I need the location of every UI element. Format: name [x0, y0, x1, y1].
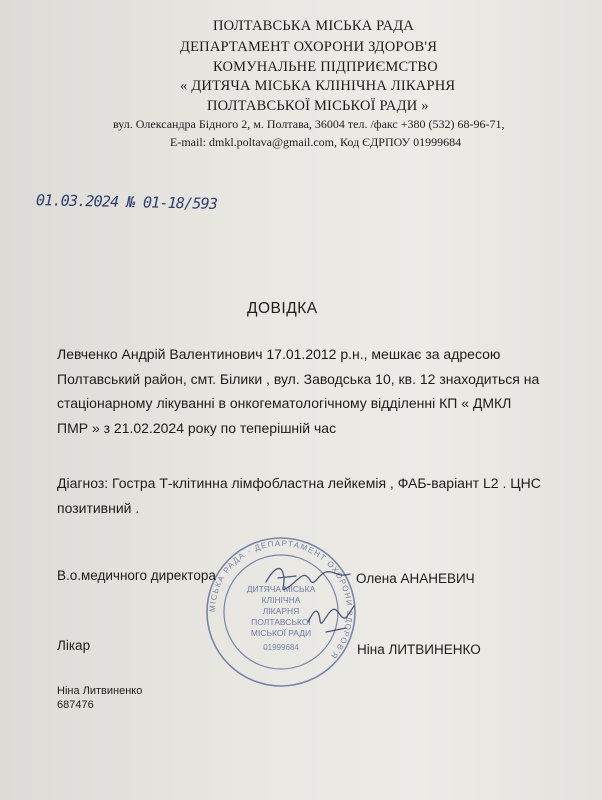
footer-executor: Ніна Литвиненко	[57, 685, 143, 697]
handwritten-signature	[260, 548, 360, 648]
paragraph-line: Діагноз: Гостра Т-клітинна лімфобластна лейкемія , ФАБ-варіант L2 . ЦНС	[57, 475, 541, 491]
paragraph-diagnosis	[57, 471, 547, 520]
header-department: ДЕПАРТАМЕНТ ОХОРОНИ ЗДОРОВ'Я	[180, 39, 438, 55]
paragraph-line: ПМР » з 21.02.2024 року по теперішній час	[57, 419, 337, 436]
document-title: ДОВІДКА	[247, 300, 318, 317]
stamp-line: ДИТЯЧА МІСЬКА	[246, 584, 316, 594]
stamp-code: 01999684	[263, 643, 299, 652]
stamp-line: МІСЬКОЇ РАДИ	[250, 628, 312, 638]
doctor-name: Ніна ЛИТВИНЕНКО	[357, 642, 481, 657]
paragraph-line: стаціонарному лікуванні в онкогематологічному відділенні КП « ДМКЛ	[57, 395, 512, 411]
header-city-council: ПОЛТАВСЬКА МІСЬКА РАДА	[213, 18, 415, 34]
paragraph-patient-info	[57, 342, 547, 440]
doctor-role: Лікар	[57, 638, 91, 653]
header-enterprise: КОМУНАЛЬНЕ ПІДПРИЄМСТВО	[213, 59, 438, 75]
paragraph-line: Левченко Андрій Валентинович 17.01.2012 р.н., мешкає за адресою	[57, 346, 501, 362]
director-name: Олена АНАНЕВИЧ	[356, 571, 475, 586]
stamp-ring-text: МІСЬКА РАДА · ДЕПАРТАМЕНТ ОХОРОНИ ЗДОРОВ'Я	[207, 538, 355, 661]
registration-number: 01.03.2024 № 01-18/593	[35, 191, 218, 213]
header-address: вул. Олександра Бідного 2, м. Полтава, 36004 тел. /факс +380 (532) 68-96-71,	[113, 117, 505, 131]
footer-phone: 687476	[57, 699, 94, 711]
paragraph-line: позитивний .	[57, 499, 140, 516]
header-hospital-name-cont: ПОЛТАВСЬКОЇ МІСЬКОЇ РАДИ »	[207, 98, 429, 114]
stamp-line: ПОЛТАВСЬКОЇ	[251, 617, 311, 627]
header-hospital-name: « ДИТЯЧА МІСЬКА КЛІНІЧНА ЛІКАРНЯ	[180, 78, 456, 94]
stamp-line: КЛІНІЧНА	[261, 595, 301, 605]
header-contacts: E-mail: dmkl.poltava@gmail.com, Код ЄДРПОУ 01999684	[170, 135, 462, 149]
director-role: В.о.медичного директора	[57, 568, 216, 583]
stamp-line: ЛІКАРНЯ	[262, 606, 300, 616]
paragraph-line: Полтавський район, смт. Білики , вул. Заводська 10, кв. 12 знаходиться на	[57, 370, 540, 387]
